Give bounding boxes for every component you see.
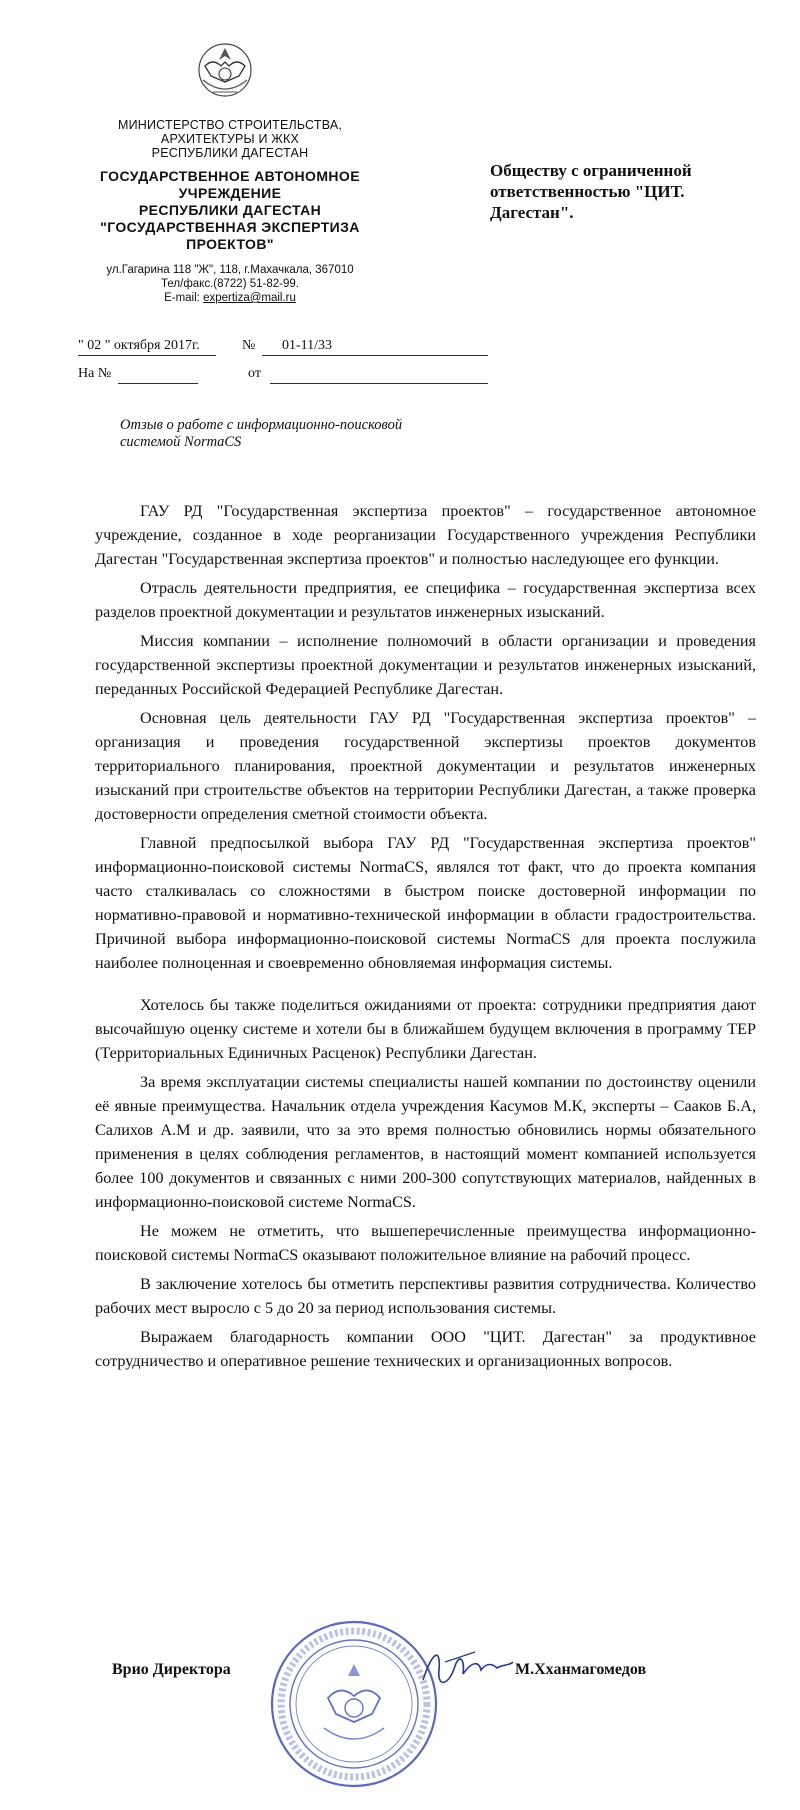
number-label: № xyxy=(242,338,256,353)
paragraph: Основная цель деятельности ГАУ РД "Государственная экспертиза проектов" – организация и проведения государственной экспертизы проектов документов территориального планирования, проектной документации и результатов инженерных изысканий при строительстве объектов на территории Республики Дагестан, а также проверка достоверности определения сметной стоимости объекта. xyxy=(95,709,756,823)
coat-of-arms-emblem xyxy=(193,36,257,108)
document-date: " 02 " октября 2017г. xyxy=(78,338,200,353)
ministry-name: МИНИСТЕРСТВО СТРОИТЕЛЬСТВА, АРХИТЕКТУРЫ И ЖКХ РЕСПУБЛИКИ ДАГЕСТАН xyxy=(117,118,343,160)
date-underline xyxy=(78,355,216,356)
recipient: Обществу с ограниченной ответственностью "ЦИТ. Дагестан". xyxy=(490,161,692,222)
letter-subject: Отзыв о работе с информационно-поисковой системой NormaCS xyxy=(120,417,403,450)
paragraph: Выражаем благодарность компании ООО "ЦИТ. Дагестан" за продуктивное сотрудничество и оперативное решение технических и организационных вопросов. xyxy=(95,1328,756,1370)
paragraph: За время эксплуатации системы специалисты нашей компании по достоинству оценили её явные преимущества. Начальник отдела учреждения Касумов М.К, эксперты – Сааков Б.А, Салихов А.М и др. заявили, что за это время полностью обновились нормы обязательного применения в целях соблюдения регламентов, в настоящий момент компанией используется более 100 документов и связанных с ними 200-300 сопутствующих материалов, найденных в информационно-поисковой системе NormaCS. xyxy=(95,1073,756,1211)
email-line: E-mail: expertiza@mail.ru xyxy=(164,292,296,304)
paragraph: Главной предпосылкой выбора ГАУ РД "Государственная экспертиза проектов" информационно-поисковой системы NormaCS, являлся тот факт, что до проекта компания часто сталкивалась со сложностями в быстром поиске достоверной информации по нормативно-правовой и нормативно-технической информации в области градостроительства. Причиной выбора информационно-поисковой системы NormaCS для проекта послужила наиболее полноценная и своевременно обновляемая информация системы. xyxy=(95,834,756,972)
organization-header xyxy=(40,118,420,305)
document-number: 01-11/33 xyxy=(282,338,333,353)
paragraph: В заключение хотелось бы отметить перспективы развития сотрудничества. Количество рабочих мест выросло с 5 до 20 за период использования системы. xyxy=(95,1275,756,1317)
phone: Тел/факс.(8722) 51-82-99. xyxy=(161,278,299,290)
contact-block xyxy=(40,263,420,305)
signature-icon xyxy=(415,1640,515,1700)
paragraph: ГАУ РД "Государственная экспертиза проектов" – государственное автономное учреждение, созданное в ходе реорганизации Государственного учреждения Республики Дагестан "Государственная экспертиза проектов" и полностью наследующее его функции. xyxy=(95,502,756,568)
signatory-role: Врио Директора xyxy=(112,1661,231,1678)
letter-body xyxy=(95,499,756,1378)
from-label: от xyxy=(248,366,261,381)
from-underline xyxy=(270,383,488,384)
paragraph: Миссия компании – исполнение полномочий в области организации и проведения государственной экспертизы проектной документации и результатов инженерных изысканий, переданных Российской Федерацией Республике Дагестан. xyxy=(95,632,756,698)
email-link[interactable]: expertiza@mail.ru xyxy=(203,292,296,304)
paragraph: Не можем не отметить, что вышеперечисленные преимущества информационно-поисковой системы NormaCS оказывают положительное влияние на рабочий процесс. xyxy=(95,1222,756,1264)
reference-underline xyxy=(118,383,198,384)
signatory-name: М.Хханмагомедов xyxy=(515,1661,647,1678)
paragraph: Хотелось бы также поделиться ожиданиями от проекта: сотрудники предприятия дают высочайшую оценку системе и хотели бы в ближайшем будущем включения в программу ТЕР (Территориальных Единичных Расценок) Республики Дагестан. xyxy=(95,996,756,1062)
reference-label: На № xyxy=(78,366,112,381)
agency-name: ГОСУДАРСТВЕННОЕ АВТОНОМНОЕ УЧРЕЖДЕНИЕ РЕСПУБЛИКИ ДАГЕСТАН "ГОСУДАРСТВЕННАЯ ЭКСПЕРТИЗА ПРОЕКТОВ" xyxy=(100,168,360,252)
number-underline xyxy=(262,355,488,356)
paragraph: Отрасль деятельности предприятия, ее специфика – государственная экспертиза всех разделов проектной документации и результатов инженерных изысканий. xyxy=(95,579,756,621)
address: ул.Гагарина 118 "Ж", 118, г.Махачкала, 367010 xyxy=(106,264,354,276)
